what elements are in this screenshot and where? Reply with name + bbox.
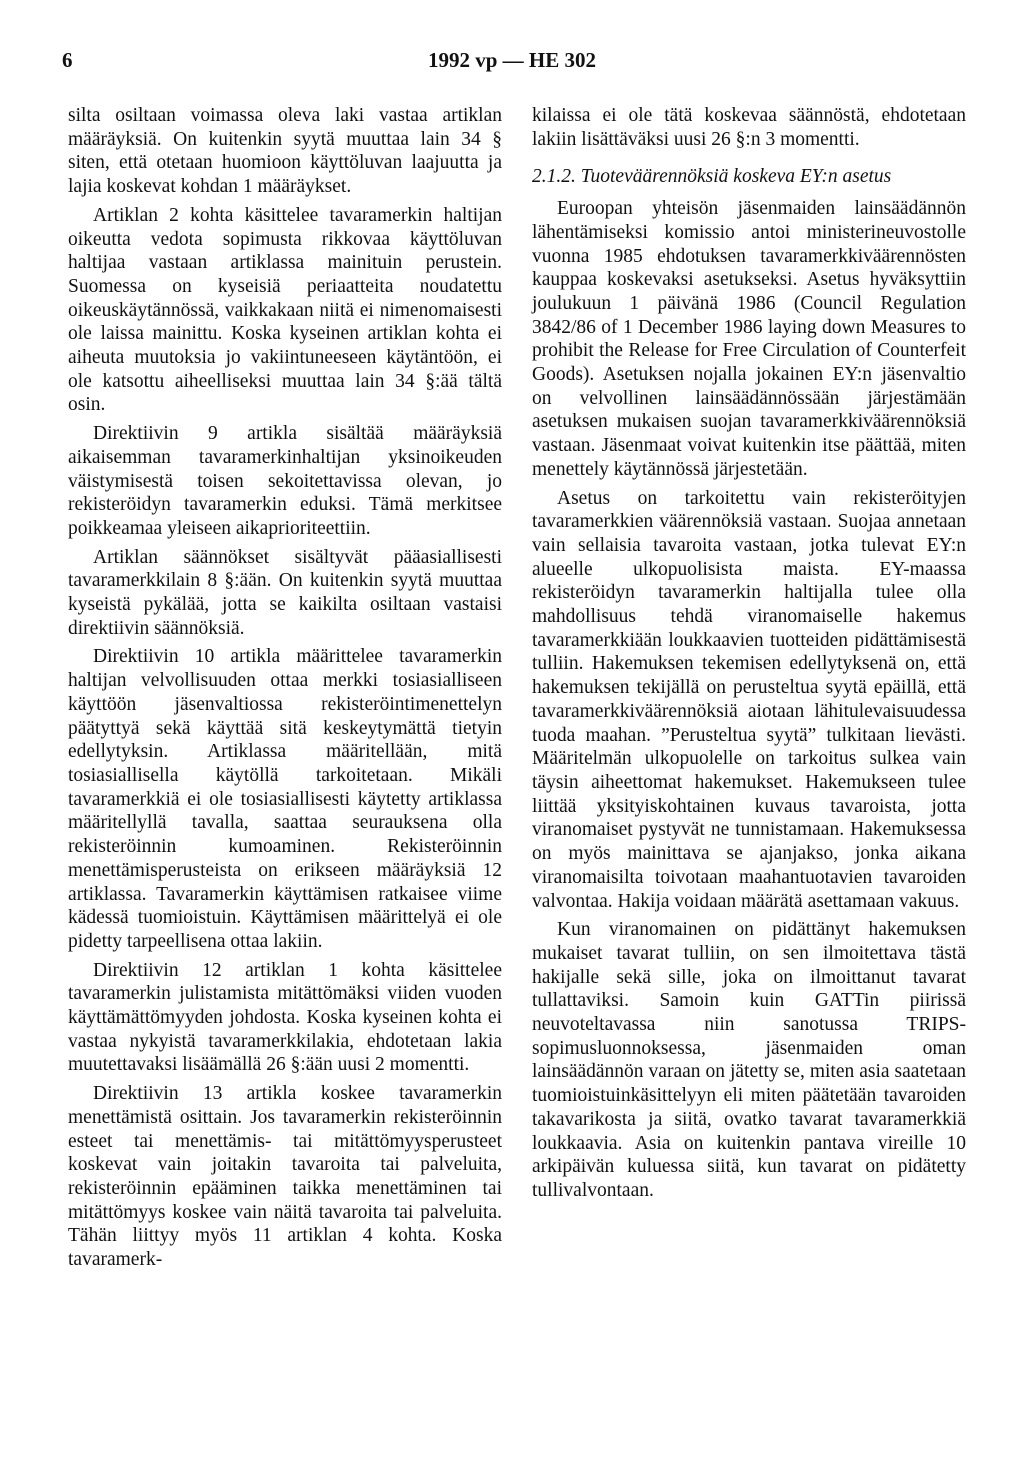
paragraph-continuation: kilaissa ei ole tätä koskevaa säännöstä, ehdotetaan lakiin lisättäväksi uusi 26 §:n 3 momentti. bbox=[532, 105, 966, 150]
paragraph: Asetus on tarkoitettu vain rekisteröityjen tavaramerkkien väärennöksiä vastaan. Suojaa annetaan vain sellaisia tavaroita vastaan, jotka tulevat EY:n alueelle ulkopuolisista maista. EY-maassa rekisteröidyn tavaramerkin haltijalla tulee olla mahdollisuus tehdä viranomaiselle hakemus tavaramerkkiään loukkaavien tuotteiden pidättämisestä tulliin. Hakemuksen tekemisen edellytyksenä on, että hakemuksen tekijällä on perusteltua syytä epäillä, että tavaramerkkiväärennöksiä aiotaan lähitulevaisuudessa tuoda maahan. ”Perusteltua syytä” tulkitaan lievästi. Määritelmän ulkopuolelle on tarkoitus sulkea vain täysin aiheettomat hakemukset. Hakemukseen tulee liittää yksityiskohtainen kuvaus tavaroista, jotta viranomaiset pystyvät ne tunnistamaan. Hakemuksessa on myös mainittava se ajanjakso, jonka aikana viranomaisilta toivotaan maahantuotavien tavaroiden valvontaa. Hakija voidaan määrätä asettamaan vakuus. bbox=[532, 487, 966, 912]
right-column bbox=[532, 104, 966, 1208]
section-heading: 2.1.2. Tuoteväärennöksiä koskeva EY:n asetus bbox=[532, 166, 892, 188]
page-title: 1992 vp — HE 302 bbox=[427, 48, 597, 72]
left-column bbox=[68, 104, 502, 1277]
paragraph: Kun viranomainen on pidättänyt hakemuksen mukaiset tavarat tulliin, on sen ilmoitettava tästä hakijalle sekä sille, joka on ilmoittanut tavarat tullattaviksi. Samoin kuin GATTin piirissä neuvoteltavassa niin sanotussa TRIPS-sopimusluonnoksessa, jäsenmaiden oman lainsäädännön varaan on jätetty se, miten asia saatetaan tuomioistuinkäsittelyyn eli miten päätetään tavaroiden takavarikosta ja siitä, ovatko tavarat tavaramerkkiä loukkaavia. Asia on kuitenkin pantava vireille 10 arkipäivän kuluessa siitä, kun tavarat on pidätetty tullivalvontaan. bbox=[532, 919, 966, 1201]
paragraph: Euroopan yhteisön jäsenmaiden lainsäädännön lähentämiseksi komissio antoi ministerineuvostolle vuonna 1985 ehdotuksen tavaramerkkiväärennösten kauppaa koskevaksi asetukseksi. Asetus hyväksyttiin joulukuun 1 päivänä 1986 (Council Regulation 3842/86 of 1 December 1986 laying down Measures to prohibit the Release for Free Circulation of Counterfeit Goods). Asetuksen nojalla jokainen EY:n jäsenvaltio on velvollinen lainsäädännössään järjestämään asetuksen mukaisen suojan tavaramerkkiväärennöksiä vastaan. Jäsenmaat voivat kuitenkin itse päättää, miten menettely käytännössä järjestetään. bbox=[532, 198, 966, 480]
paragraph: Artiklan 2 kohta käsittelee tavaramerkin haltijan oikeutta vedota sopimusta rikkovaa käyttöluvan haltijaa vastaan artiklassa mainituin perustein. Suomessa on kyseisiä periaatteita noudatettu oikeuskäytännössä, vaikkakaan niitä ei nimenomaisesti ole laissa mainittu. Koska kyseinen artiklan kohta ei aiheuta muutoksia jo vakiintuneeseen käytäntöön, ei ole katsottu aiheelliseksi muuttaa lain 34 §:ää tältä osin. bbox=[68, 204, 502, 416]
paragraph: Direktiivin 12 artiklan 1 kohta käsittelee tavaramerkin julistamista mitättömäksi viiden vuoden käyttämättömyyden johdosta. Koska kyseinen kohta ei vastaa nykyistä tavaramerkkilakia, ehdotetaan lakia muutettavaksi lisäämällä 26 §:ään uusi 2 momentti. bbox=[68, 959, 502, 1076]
page-header bbox=[62, 48, 962, 78]
page-number: 6 bbox=[62, 48, 73, 72]
paragraph: Direktiivin 10 artikla määrittelee tavaramerkin haltijan velvollisuuden ottaa merkki tosiasialliseen käyttöön jäsenvaltiossa rekisteröintimenettelyn päätyttyä sekä käyttää sitä keskeytymättä tietyin edellytyksin. Artiklassa määritellään, mitä tosiasiallisella käytöllä tarkoitetaan. Mikäli tavaramerkkiä ei ole tosiasiallisesti käytetty artiklassa määritellyllä tavalla, saattaa seurauksena olla rekisteröinnin kumoaminen. Rekisteröinnin menettämisperusteista on erikseen määräyksiä 12 artiklassa. Tavaramerkin käyttämisen ratkaisee viime kädessä tuomioistuin. Käyttämisen määrittelyä ei ole pidetty tarpeellisena ottaa lakiin. bbox=[68, 646, 502, 952]
paragraph: Direktiivin 9 artikla sisältää määräyksiä aikaisemman tavaramerkinhaltijan yksinoikeuden väistymisestä toisen sekoitettavissa olevan, jo rekisteröidyn tavaramerkin eduksi. Tämä merkitsee poikkeamaa yleiseen aikaprioriteettiin. bbox=[68, 423, 502, 539]
paragraph: Direktiivin 13 artikla koskee tavaramerkin menettämistä osittain. Jos tavaramerkin rekisteröinnin esteet tai menettämis- tai mitättömyysperusteet koskevat vain joitakin tavaroita tai palveluita, rekisteröinnin epääminen taikka menettäminen tai mitättömyys koskee vain näitä tavaroita tai palveluita. Tähän liittyy myös 11 artiklan 4 kohta. Koska tavaramerk- bbox=[68, 1083, 502, 1271]
paragraph: Artiklan säännökset sisältyvät pääasiallisesti tavaramerkkilain 8 §:ään. On kuitenkin syytä muuttaa kyseistä pykälää, jotta se kaikilta osiltaan vastaisi direktiivin säännöksiä. bbox=[68, 546, 502, 639]
paragraph: silta osiltaan voimassa oleva laki vastaa artiklan määräyksiä. On kuitenkin syytä muuttaa lain 34 § siten, että otetaan huomioon käyttöluvan laajuutta ja lajia koskevat kohdan 1 määräykset. bbox=[68, 105, 502, 198]
